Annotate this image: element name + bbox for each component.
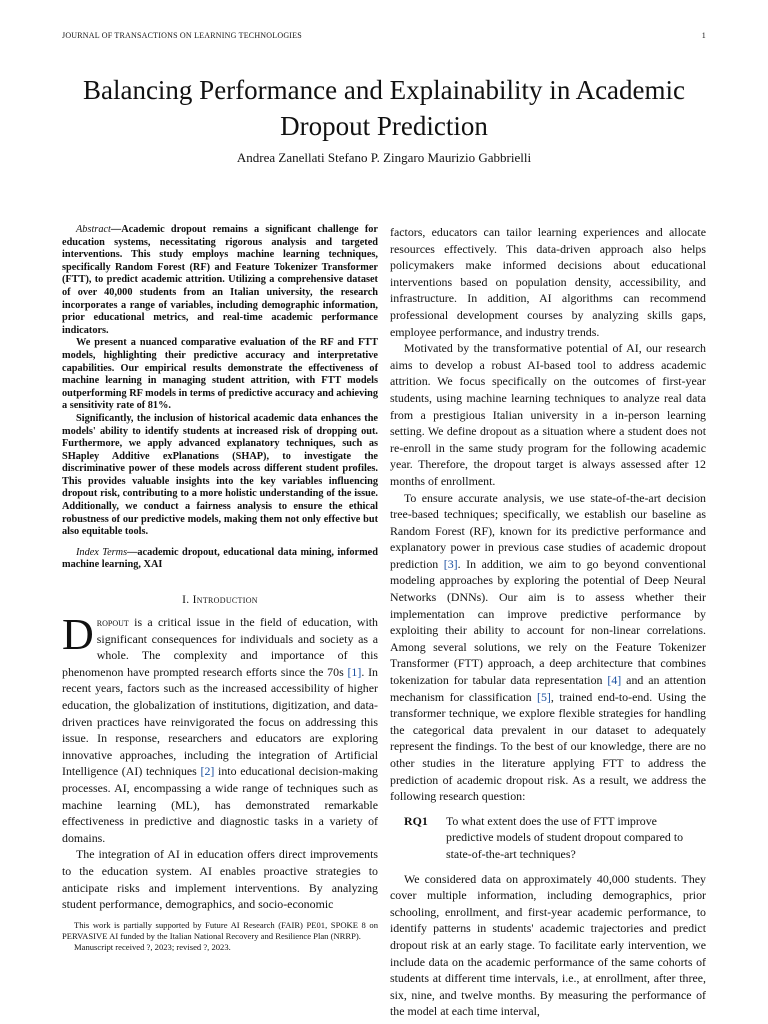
journal-name: JOURNAL OF TRANSACTIONS ON LEARNING TECHNOLOGIES bbox=[62, 31, 302, 40]
abstract-paragraph: Abstract—Academic dropout remains a significant challenge for education systems, necessitating rigorous analysis and targeted interventions. This study employs machine learning techniques, specifically Random Forest (RF) and Feature Tokenizer Transformer (FTT), to predict academic attrition. Utilizing a comprehensive dataset of over 40,000 students from an Italian university, the research incorporates a range of variables, including demographic information, prior educational metrics, and real-time academic performance indicators. bbox=[62, 224, 378, 336]
citation-link[interactable]: [4] bbox=[607, 673, 622, 688]
author-list: Andrea Zanellati Stefano P. Zingaro Maurizio Gabbrielli bbox=[236, 150, 532, 165]
introduction-body-left bbox=[62, 610, 378, 913]
citation-link[interactable]: [1] bbox=[347, 664, 362, 679]
citation-link[interactable]: [5] bbox=[537, 689, 551, 704]
body-paragraph: Motivated by the transformative potential of AI, our research aims to develop a robust AI-based tool to address academic attrition. We focus specifically on the outcomes of first-year students, using machine learning techniques to analyze real data from a prestigious Italian university in a in-person learning setting. We define dropout as a situation where a student does not re-enroll in the same study program for the following academic year. Therefore, the dropout target is always assessed after 12 months of enrollment. bbox=[390, 341, 706, 488]
introduction-body-right bbox=[390, 224, 706, 805]
section-heading-introduction: I. Introduction bbox=[182, 594, 258, 607]
index-terms: Index Terms—academic dropout, educational data mining, informed machine learning, XAI bbox=[62, 546, 378, 571]
running-header bbox=[62, 31, 706, 43]
paper-title: Balancing Performance and Explainability in Academic Dropout Prediction bbox=[82, 75, 686, 141]
abstract bbox=[62, 224, 378, 539]
footnotes bbox=[62, 920, 378, 954]
body-paragraph: The integration of AI in education offers direct improvements to the education system. AI enables proactive strategies to anticipate risks and implement interventions. By analyzing student performance, demographics, and socio-economic bbox=[62, 847, 378, 912]
citation-link[interactable]: [3] bbox=[443, 556, 458, 571]
left-column bbox=[62, 224, 378, 913]
footnote: This work is partially supported by Future AI Research (FAIR) PE01, SPOKE 8 on PERVASIVE AI funded by the Italian National Recovery and Resilience Plan (NRRP). bbox=[62, 920, 378, 942]
index-terms-label: Index Terms bbox=[76, 546, 128, 558]
body-paragraph: factors, educators can tailor learning experiences and allocate resources effectively. This data-driven approach also helps policymakers make informed decisions about educational interventions based on population density, accessibility, and infrastructure. In addition, AI algorithms can recommend professional development courses by analyzing skills gaps, employee performance, and industry trends. bbox=[390, 225, 706, 339]
research-question-text: To what extent does the use of FTT improve predictive models of student dropout compared to state-of-the-art techniques? bbox=[446, 813, 684, 861]
citation-link[interactable]: [2] bbox=[200, 764, 215, 779]
abstract-paragraph: Significantly, the inclusion of historical academic data enhances the models' ability to identify students at increased risk of dropping out. Furthermore, we apply advanced explanatory techniques, such as SHapley Additive exPlanations (SHAP), to investigate the discriminative power of these models across different student profiles. This provides valuable insights into the key variables influencing dropout risk, contributing to a more holistic understanding of the issue. Additionally, we conduct a fairness analysis to ensure the ethical robustness of our predictive models, making them not only effective but also equitable tools. bbox=[62, 412, 378, 538]
body-paragraph: Dropout is a critical issue in the field of education, with significant consequences for individuals and society as a whole. The complexity and importance of this phenomenon have prompted research efforts since the 70s [1]. In recent years, factors such as the increased accessibility of higher education, the globalization of institutions, digitization, and data-driven practices have reinvigorated the focus on addressing this issue. In response, researchers and educators are exploring innovative approaches, including the integration of Artificial Intelligence (AI) techniques [2] into educational decision-making processes. AI, encompassing a wide range of techniques such as machine learning (ML), has demonstrated remarkable effectiveness in predictive and diagnostic tasks in a variety of domains. bbox=[62, 610, 378, 845]
abstract-label: Abstract bbox=[76, 224, 111, 235]
body-paragraph: To ensure accurate analysis, we use state-of-the-art decision tree-based techniques; specifically, we establish our baseline as Random Forest (RF), known for its predictive performance and explanatory power in previous case studies of academic dropout prediction [3]. In addition, we aim to go beyond conventional modeling approaches by exploring the potential of Deep Neural Networks (DNNs). Our aim is to assess whether their implementation can improve predictive performance by exploiting their ability to account for non-linear correlations. Among several solutions, we rely on the Feature Tokenizer Transformer (FTT) approach, a deep architecture that combines tokenization for tabular data representation [4] and an attention mechanism for classification [5], trained end-to-end. Using the transformer technique, we explore flexible strategies for handling the categorical data prevalent in our dataset to adequately represent the findings. To the best of our knowledge, there are no other studies in the literature applying FTT to address the prediction of academic dropout risk. As a result, we address the following research question: bbox=[390, 490, 707, 804]
abstract-paragraph: We present a nuanced comparative evaluation of the RF and FTT models, highlighting their predictive accuracy and interpretative capabilities. Our empirical results demonstrate the effectiveness of machine learning in managing student attrition, with FTT models outperforming RF models in terms of predictive accuracy and achieving a sensitivity rate of 81%. bbox=[62, 337, 379, 412]
right-column bbox=[390, 224, 706, 1020]
introduction-body-right-2 bbox=[390, 871, 706, 1020]
body-paragraph: We considered data on approximately 40,000 students. They cover multiple information, including demographics, prior schooling, enrollment, and first-year academic performance, to identify patterns in students' academic trajectories and predict dropout risk at an early stage. To facilitate early intervention, we include data on the academic performance of the same cohorts of students at different time intervals, i.e., at enrollment, after three, six, nine, and twelve months. By measuring the performance of the model at each time interval, bbox=[390, 871, 706, 1019]
research-question bbox=[390, 813, 706, 863]
research-question-label: RQ1 bbox=[404, 813, 428, 828]
page-number: 1 bbox=[701, 31, 706, 40]
drop-cap: D bbox=[62, 610, 94, 660]
footnote: Manuscript received ?, 2023; revised ?, 2023. bbox=[74, 942, 231, 953]
